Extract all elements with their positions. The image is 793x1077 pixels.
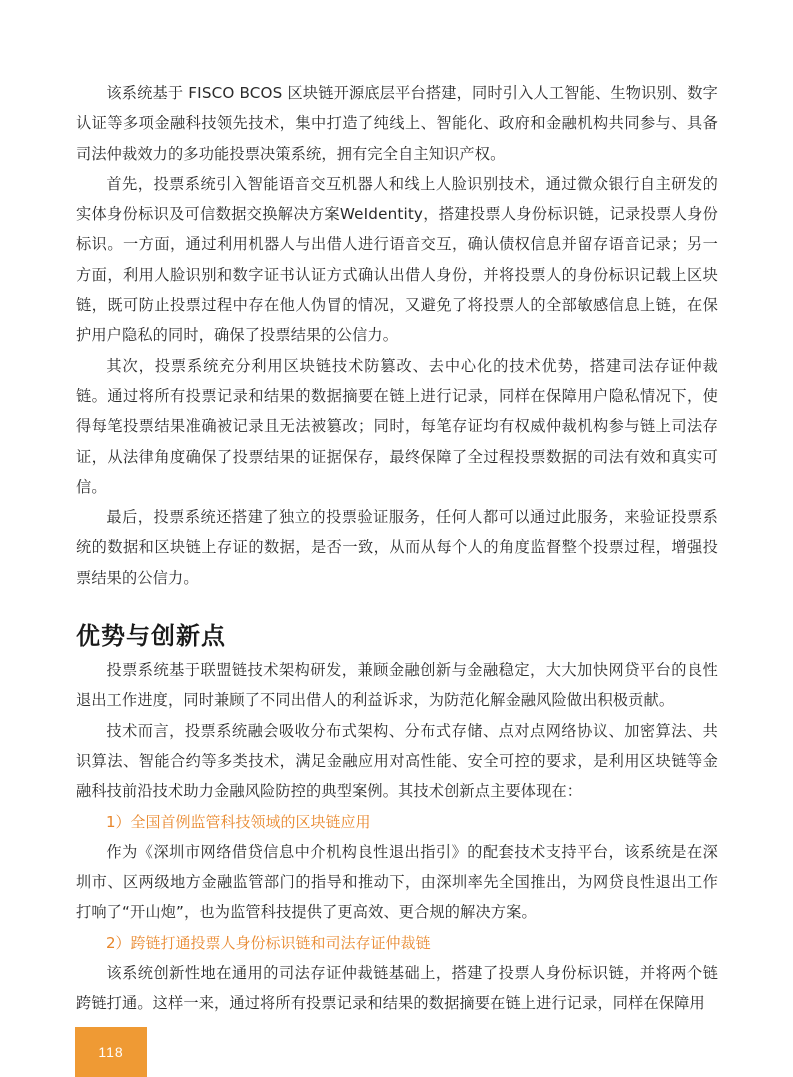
page-number: 118 [98, 1044, 124, 1060]
section-heading: 优势与创新点 [76, 621, 226, 651]
page-number-badge [75, 1027, 147, 1077]
paragraph: 技术而言，投票系统融会吸收分布式架构、分布式存储、点对点网络协议、加密算法、共识算法、智能合约等多类技术，满足金融应用对高性能、安全可控的要求，是利用区块链等金融科技前沿技术助力金融风险防控的典型案例。其技术创新点主要体现在： [76, 721, 718, 801]
paragraph: 投票系统基于联盟链技术架构研发，兼顾金融创新与金融稳定，大大加快网贷平台的良性退出工作进度，同时兼顾了不同出借人的利益诉求，为防范化解金融风险做出积极贡献。 [76, 661, 718, 710]
sub-heading: 1）全国首例监管科技领域的区块链应用 [106, 812, 371, 831]
page-content [76, 78, 718, 1019]
paragraph: 最后，投票系统还搭建了独立的投票验证服务，任何人都可以通过此服务，来验证投票系统的数据和区块链上存证的数据，是否一致，从而从每个人的角度监督整个投票过程，增强投票结果的公信力。 [76, 508, 718, 587]
paragraph: 作为《深圳市网络借贷信息中介机构良性退出指引》的配套技术支持平台，该系统是在深圳市、区两级地方金融监管部门的指导和推动下，由深圳率先全国推出，为网贷良性退出工作打响了“开山炮”，也为监管科技提供了更高效、更合规的解决方案。 [76, 842, 718, 922]
sub-heading: 2）跨链打通投票人身份标识链和司法存证仲裁链 [106, 933, 431, 952]
paragraph: 首先，投票系统引入智能语音交互机器人和线上人脸识别技术，通过微众银行自主研发的实体身份标识及可信数据交换解决方案WeIdentity，搭建投票人身份标识链，记录投票人身份标识。一方面，通过利用机器人与出借人进行语音交互，确认债权信息并留存语音记录；另一方面，利用人脸识别和数字证书认证方式确认出借人身份，并将投票人的身份标识记载上区块链，既可防止投票过程中存在他人伪冒的情况，又避免了将投票人的全部敏感信息上链，在保护用户隐私的同时，确保了投票结果的公信力。 [76, 174, 718, 345]
paragraph: 该系统创新性地在通用的司法存证仲裁链基础上，搭建了投票人身份标识链，并将两个链跨链打通。这样一来，通过将所有投票记录和结果的数据摘要在链上进行记录，同样在保障用 [76, 964, 718, 1013]
paragraph: 其次，投票系统充分利用区块链技术防篡改、去中心化的技术优势，搭建司法存证仲裁链。通过将所有投票记录和结果的数据摘要在链上进行记录，同样在保障用户隐私情况下，使得每笔投票结果准确被记录且无法被篡改；同时，每笔存证均有权威仲裁机构参与链上司法存证，从法律角度确保了投票结果的证据保存，最终保障了全过程投票数据的司法有效和真实可信。 [76, 356, 718, 496]
paragraph: 该系统基于 FISCO BCOS 区块链开源底层平台搭建，同时引入人工智能、生物识别、数字认证等多项金融科技领先技术，集中打造了纯线上、智能化、政府和金融机构共同参与、具备司法仲裁效力的多功能投票决策系统，拥有完全自主知识产权。 [76, 84, 718, 163]
